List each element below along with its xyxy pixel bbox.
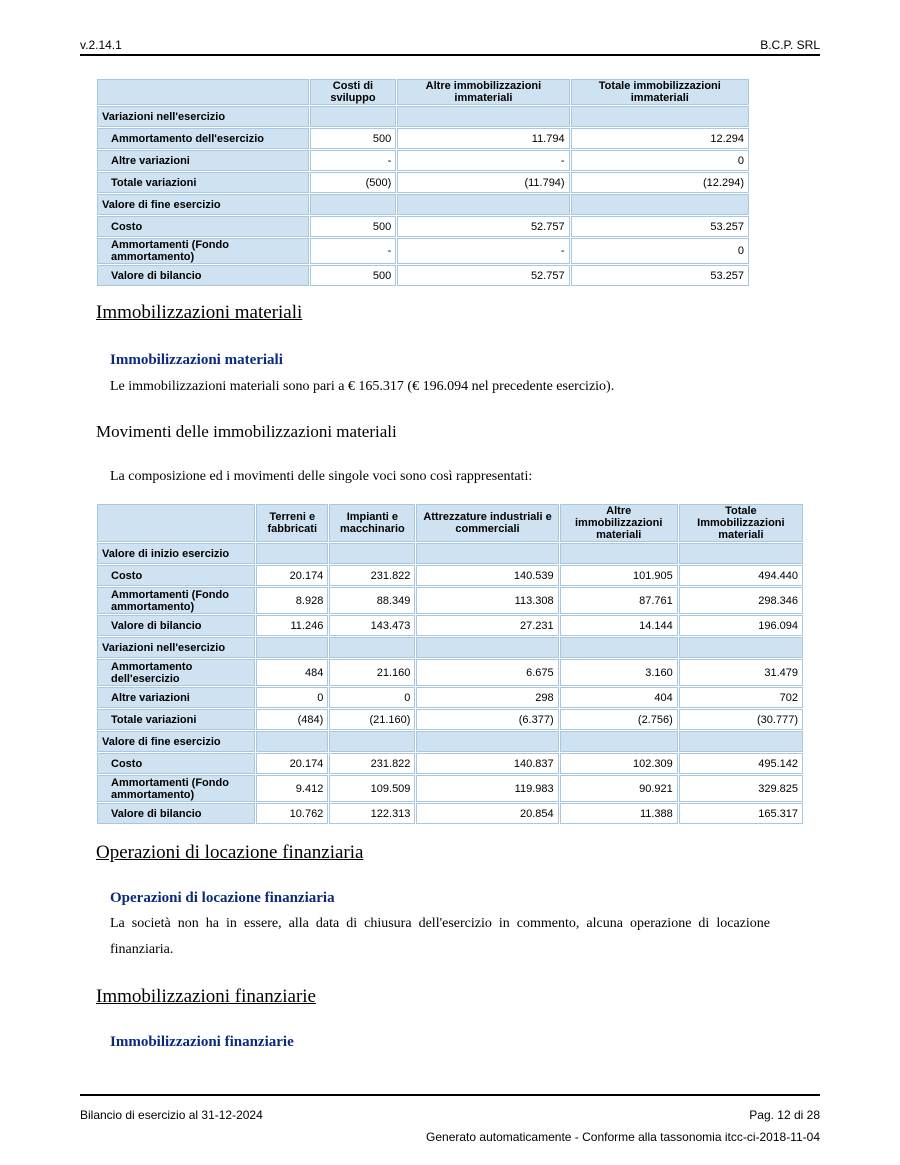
column-header: Totale Immobilizzazioni materiali: [679, 504, 803, 542]
movimenti-heading: Movimenti delle immobilizzazioni materiali: [96, 422, 397, 441]
value-cell: 90.921: [560, 775, 678, 802]
value-cell: (500): [310, 172, 397, 193]
value-cell: 500: [310, 265, 397, 286]
value-cell: 21.160: [329, 659, 415, 686]
company-name: B.C.P. SRL: [760, 38, 820, 52]
value-cell: 143.473: [329, 615, 415, 636]
value-cell: 101.905: [560, 565, 678, 586]
value-cell: 9.412: [256, 775, 328, 802]
value-cell: 298.346: [679, 587, 803, 614]
table-row: [97, 753, 803, 774]
value-cell: 500: [310, 216, 397, 237]
section-empty-cell: [560, 731, 678, 752]
table-row: [97, 172, 749, 193]
value-cell: 0: [571, 150, 749, 171]
value-cell: 0: [571, 238, 749, 264]
value-cell: -: [310, 238, 397, 264]
table-section-row: [97, 106, 749, 127]
row-label: Costo: [97, 565, 255, 586]
section-title-finanziarie: Immobilizzazioni finanziarie: [96, 986, 316, 1007]
value-cell: 20.854: [416, 803, 558, 824]
table-row: [97, 128, 749, 149]
row-label: Ammortamenti (Fondo ammortamento): [97, 238, 309, 264]
section-empty-cell: [571, 194, 749, 215]
section-empty-cell: [571, 106, 749, 127]
column-header: Totale immobilizzazioni immateriali: [571, 79, 749, 105]
column-header: Attrezzature industriali e commerciali: [416, 504, 558, 542]
value-cell: 495.142: [679, 753, 803, 774]
row-label: Costo: [97, 753, 255, 774]
section-empty-cell: [256, 731, 328, 752]
subsection-title-materiali: Immobilizzazioni materiali: [110, 352, 283, 368]
value-cell: (21.160): [329, 709, 415, 730]
value-cell: 0: [256, 687, 328, 708]
value-cell: 11.388: [560, 803, 678, 824]
page-footer: [80, 1094, 820, 1144]
table-section-row: [97, 731, 803, 752]
paragraph-locazione: La società non ha in essere, alla data di chiusura dell'esercizio in commento, alcuna operazione di locazione finanziaria.: [110, 916, 770, 957]
value-cell: -: [397, 238, 569, 264]
value-cell: (12.294): [571, 172, 749, 193]
section-empty-cell: [416, 731, 558, 752]
row-label: Ammortamenti (Fondo ammortamento): [97, 775, 255, 802]
row-label: Variazioni nell'esercizio: [97, 106, 309, 127]
table-row: [97, 265, 749, 286]
row-label: Valore di inizio esercizio: [97, 543, 255, 564]
section-empty-cell: [256, 543, 328, 564]
intangible-assets-table: [96, 78, 750, 287]
table-header-row: [97, 504, 803, 542]
value-cell: 20.174: [256, 565, 328, 586]
table-row: [97, 687, 803, 708]
value-cell: 298: [416, 687, 558, 708]
section-empty-cell: [329, 543, 415, 564]
row-label: Ammortamento dell'esercizio: [97, 659, 255, 686]
value-cell: 404: [560, 687, 678, 708]
value-cell: 102.309: [560, 753, 678, 774]
value-cell: 52.757: [397, 216, 569, 237]
table-corner-cell: [97, 79, 309, 105]
value-cell: 14.144: [560, 615, 678, 636]
section-empty-cell: [679, 731, 803, 752]
value-cell: 3.160: [560, 659, 678, 686]
row-label: Valore di fine esercizio: [97, 731, 255, 752]
value-cell: (2.756): [560, 709, 678, 730]
value-cell: -: [397, 150, 569, 171]
table-section-row: [97, 637, 803, 658]
value-cell: (6.377): [416, 709, 558, 730]
value-cell: 140.539: [416, 565, 558, 586]
table-row: [97, 216, 749, 237]
row-label: Valore di bilancio: [97, 615, 255, 636]
section-empty-cell: [416, 637, 558, 658]
table-row: [97, 615, 803, 636]
row-label: Altre variazioni: [97, 687, 255, 708]
row-label: Ammortamento dell'esercizio: [97, 128, 309, 149]
row-label: Totale variazioni: [97, 709, 255, 730]
value-cell: 20.174: [256, 753, 328, 774]
section-empty-cell: [416, 543, 558, 564]
column-header: Impianti e macchinario: [329, 504, 415, 542]
section-empty-cell: [679, 543, 803, 564]
section-empty-cell: [310, 106, 397, 127]
row-label: Totale variazioni: [97, 172, 309, 193]
section-title-materiali: Immobilizzazioni materiali: [96, 302, 303, 323]
value-cell: 165.317: [679, 803, 803, 824]
paragraph-materiali: Le immobilizzazioni materiali sono pari a € 165.317 (€ 196.094 nel precedente esercizio).: [110, 379, 615, 394]
table-section-row: [97, 194, 749, 215]
value-cell: 12.294: [571, 128, 749, 149]
version-label: v.2.14.1: [80, 38, 122, 52]
value-cell: 53.257: [571, 265, 749, 286]
table-section-row: [97, 543, 803, 564]
table-row: [97, 587, 803, 614]
section-empty-cell: [397, 194, 569, 215]
section-empty-cell: [256, 637, 328, 658]
value-cell: 196.094: [679, 615, 803, 636]
value-cell: 113.308: [416, 587, 558, 614]
row-label: Valore di bilancio: [97, 265, 309, 286]
column-header: Altre immobilizzazioni immateriali: [397, 79, 569, 105]
table-header-row: [97, 79, 749, 105]
column-header: Terreni e fabbricati: [256, 504, 328, 542]
section-empty-cell: [329, 731, 415, 752]
value-cell: 140.837: [416, 753, 558, 774]
subsection-title-locazione: Operazioni di locazione finanziaria: [110, 890, 335, 906]
table-corner-cell: [97, 504, 255, 542]
value-cell: 484: [256, 659, 328, 686]
value-cell: 109.509: [329, 775, 415, 802]
value-cell: (484): [256, 709, 328, 730]
value-cell: 52.757: [397, 265, 569, 286]
value-cell: 11.794: [397, 128, 569, 149]
value-cell: (30.777): [679, 709, 803, 730]
table-row: [97, 565, 803, 586]
value-cell: 87.761: [560, 587, 678, 614]
value-cell: 231.822: [329, 753, 415, 774]
subsection-title-finanziarie: Immobilizzazioni finanziarie: [110, 1034, 294, 1050]
table-row: [97, 150, 749, 171]
row-label: Costo: [97, 216, 309, 237]
section-empty-cell: [560, 543, 678, 564]
table-row: [97, 659, 803, 686]
value-cell: 88.349: [329, 587, 415, 614]
value-cell: 53.257: [571, 216, 749, 237]
value-cell: 329.825: [679, 775, 803, 802]
tangible-assets-table: [96, 503, 804, 825]
section-empty-cell: [679, 637, 803, 658]
table-row: [97, 238, 749, 264]
value-cell: 10.762: [256, 803, 328, 824]
row-label: Valore di fine esercizio: [97, 194, 309, 215]
row-label: Valore di bilancio: [97, 803, 255, 824]
row-label: Variazioni nell'esercizio: [97, 637, 255, 658]
footer-taxonomy-note: Generato automaticamente - Conforme alla tassonomia itcc-ci-2018-11-04: [426, 1130, 820, 1144]
footer-document-title: Bilancio di esercizio al 31-12-2024: [80, 1108, 263, 1122]
column-header: Altre immobilizzazioni materiali: [560, 504, 678, 542]
table-row: [97, 709, 803, 730]
value-cell: 0: [329, 687, 415, 708]
row-label: Ammortamenti (Fondo ammortamento): [97, 587, 255, 614]
value-cell: (11.794): [397, 172, 569, 193]
section-empty-cell: [310, 194, 397, 215]
value-cell: -: [310, 150, 397, 171]
table-row: [97, 803, 803, 824]
value-cell: 122.313: [329, 803, 415, 824]
value-cell: 6.675: [416, 659, 558, 686]
column-header: Costi di sviluppo: [310, 79, 397, 105]
section-empty-cell: [329, 637, 415, 658]
row-label: Altre variazioni: [97, 150, 309, 171]
section-title-locazione: Operazioni di locazione finanziaria: [96, 842, 364, 863]
page-header: [80, 36, 820, 56]
section-empty-cell: [397, 106, 569, 127]
page-number: Pag. 12 di 28: [749, 1108, 820, 1122]
table-row: [97, 775, 803, 802]
value-cell: 8.928: [256, 587, 328, 614]
value-cell: 11.246: [256, 615, 328, 636]
value-cell: 500: [310, 128, 397, 149]
value-cell: 31.479: [679, 659, 803, 686]
value-cell: 702: [679, 687, 803, 708]
value-cell: 494.440: [679, 565, 803, 586]
value-cell: 231.822: [329, 565, 415, 586]
section-empty-cell: [560, 637, 678, 658]
value-cell: 27.231: [416, 615, 558, 636]
value-cell: 119.983: [416, 775, 558, 802]
movimenti-intro: La composizione ed i movimenti delle singole voci sono così rappresentati:: [110, 469, 533, 484]
